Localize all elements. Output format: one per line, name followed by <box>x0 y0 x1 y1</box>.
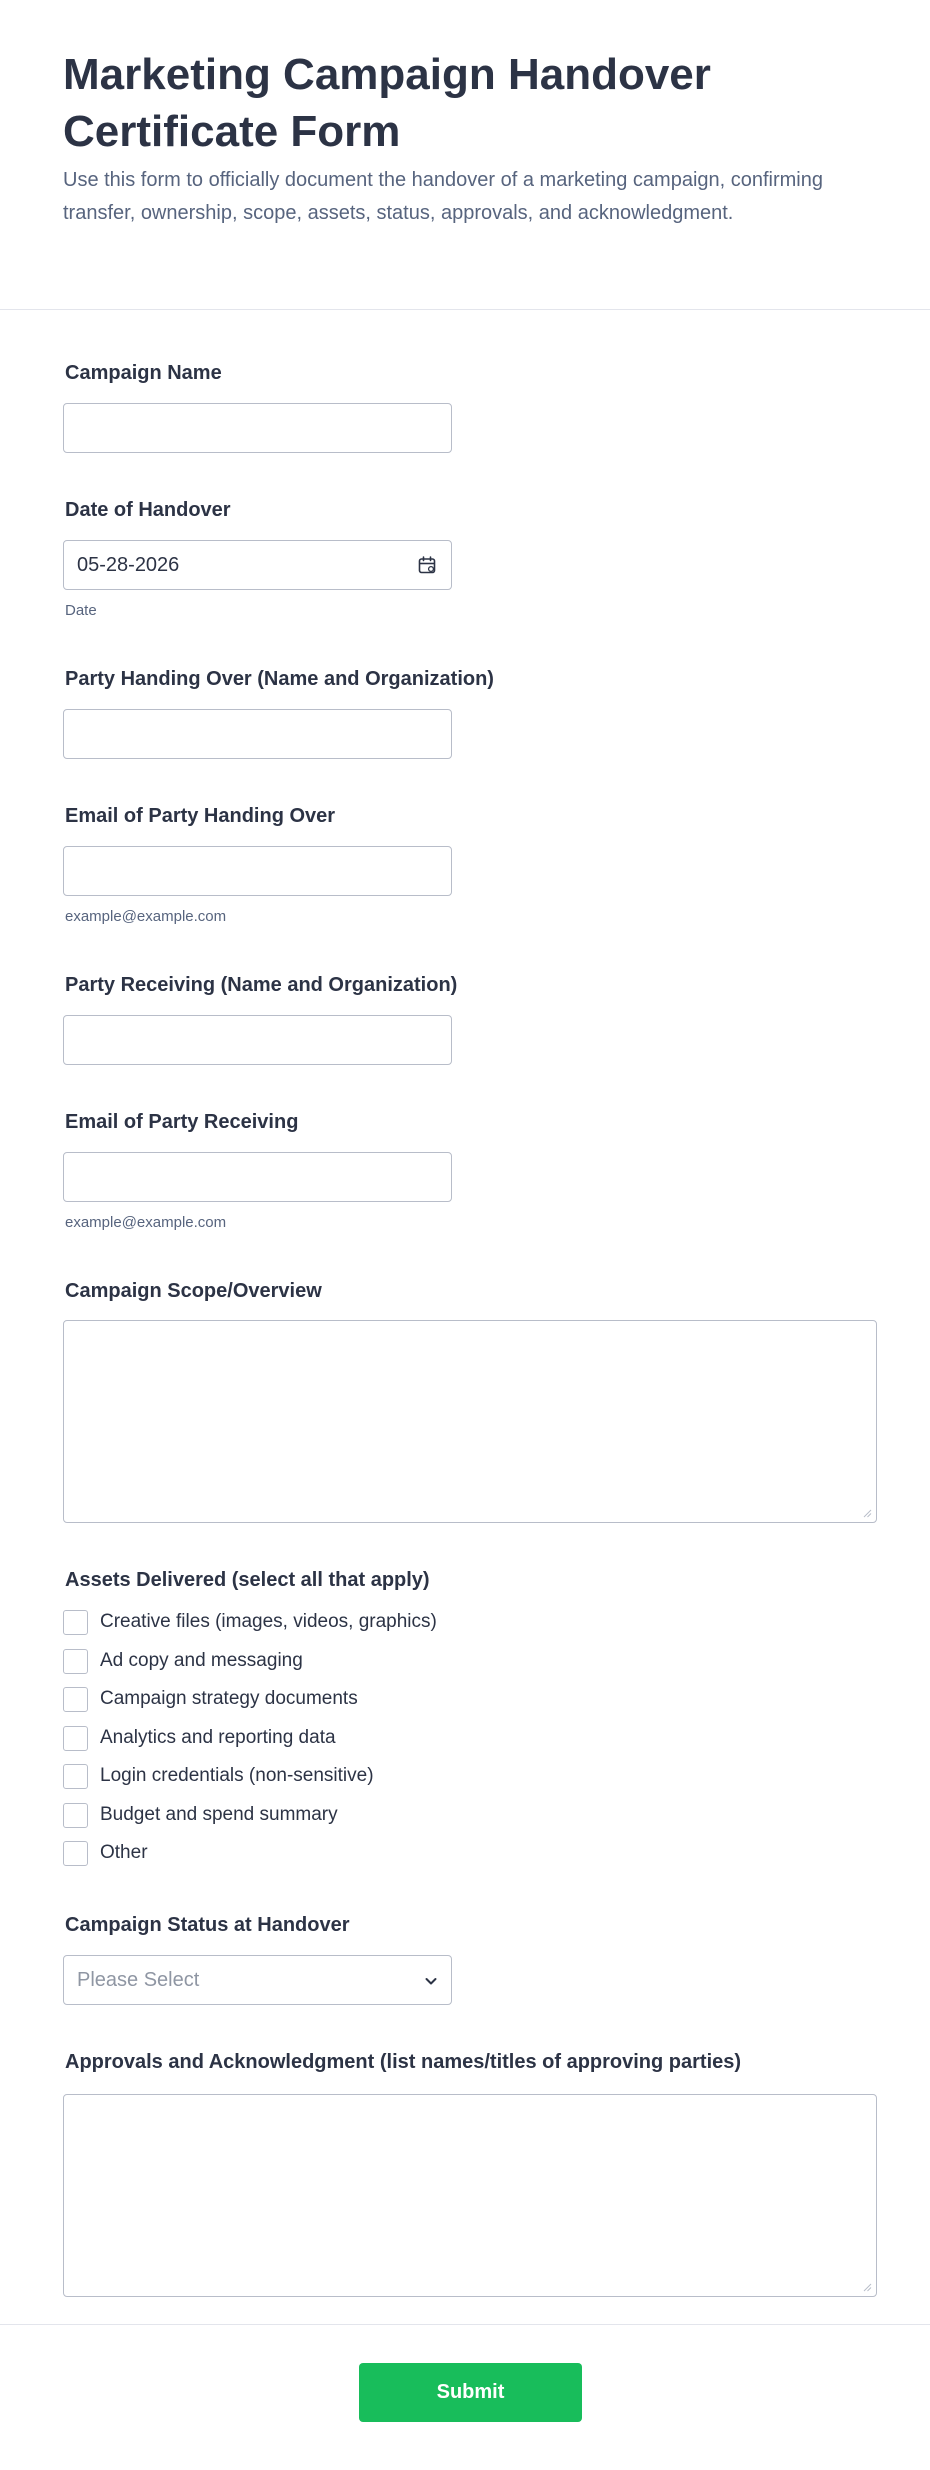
handover-date-sublabel: Date <box>65 602 97 619</box>
campaign-status-label: Campaign Status at Handover <box>65 1914 350 1936</box>
submit-button[interactable]: Submit <box>359 2363 582 2422</box>
checkbox[interactable] <box>63 1649 88 1674</box>
campaign-scope-label: Campaign Scope/Overview <box>65 1280 322 1302</box>
handover-date-label: Date of Handover <box>65 499 231 521</box>
checkbox[interactable] <box>63 1764 88 1789</box>
checkbox[interactable] <box>63 1610 88 1635</box>
handover-date-field[interactable] <box>63 540 452 590</box>
email-receiving-input[interactable] <box>63 1152 452 1202</box>
asset-option-label[interactable]: Login credentials (non-sensitive) <box>100 1765 374 1786</box>
asset-option-label[interactable]: Budget and spend summary <box>100 1804 338 1825</box>
party-handing-over-input[interactable] <box>63 709 452 759</box>
email-receiving-sublabel: example@example.com <box>65 1214 227 1231</box>
campaign-status-select[interactable] <box>63 1955 452 2005</box>
form-header <box>0 0 930 310</box>
resize-grip-icon[interactable] <box>862 1508 872 1518</box>
approvals-label: Approvals and Acknowledgment (list names/titles of approving parties) <box>65 2051 742 2073</box>
asset-option-login-credentials[interactable] <box>63 1763 374 1789</box>
campaign-scope-textarea[interactable] <box>63 1320 877 1523</box>
asset-option-ad-copy[interactable] <box>63 1648 303 1674</box>
asset-option-other[interactable] <box>63 1840 148 1866</box>
form-title: Marketing Campaign Handover Certificate Form <box>63 50 711 156</box>
party-handing-over-label: Party Handing Over (Name and Organization) <box>65 668 494 690</box>
email-handing-over-input[interactable] <box>63 846 452 896</box>
checkbox[interactable] <box>63 1687 88 1712</box>
form-description: Use this form to officially document the handover of a marketing campaign, confirming transfer, ownership, scope, assets, status, approvals, and acknowledgment. <box>63 169 823 224</box>
checkbox[interactable] <box>63 1803 88 1828</box>
checkbox[interactable] <box>63 1726 88 1751</box>
campaign-status-value[interactable]: Please Select <box>77 1969 200 1991</box>
asset-option-analytics[interactable] <box>63 1725 336 1751</box>
email-receiving-label: Email of Party Receiving <box>65 1111 299 1133</box>
email-handing-over-sublabel: example@example.com <box>65 908 227 925</box>
asset-option-label[interactable]: Analytics and reporting data <box>100 1727 336 1748</box>
party-receiving-label: Party Receiving (Name and Organization) <box>65 974 458 996</box>
party-receiving-input[interactable] <box>63 1015 452 1065</box>
campaign-name-input[interactable] <box>63 403 452 453</box>
email-handing-over-label: Email of Party Handing Over <box>65 805 336 827</box>
asset-option-label[interactable]: Other <box>100 1842 148 1863</box>
assets-delivered-label: Assets Delivered (select all that apply) <box>65 1569 430 1591</box>
asset-option-label[interactable]: Creative files (images, videos, graphics) <box>100 1611 437 1632</box>
campaign-name-label: Campaign Name <box>65 362 222 384</box>
checkbox[interactable] <box>63 1841 88 1866</box>
asset-option-budget[interactable] <box>63 1802 338 1828</box>
footer-divider <box>0 2324 930 2325</box>
handover-date-input[interactable] <box>64 541 384 589</box>
resize-grip-icon[interactable] <box>862 2282 872 2292</box>
asset-option-label[interactable]: Campaign strategy documents <box>100 1688 358 1709</box>
asset-option-label[interactable]: Ad copy and messaging <box>100 1650 303 1671</box>
asset-option-strategy-documents[interactable] <box>63 1686 358 1712</box>
chevron-down-icon[interactable] <box>423 1973 439 1989</box>
asset-option-creative-files[interactable] <box>63 1609 437 1635</box>
approvals-textarea[interactable] <box>63 2094 877 2297</box>
calendar-icon[interactable] <box>417 555 437 575</box>
